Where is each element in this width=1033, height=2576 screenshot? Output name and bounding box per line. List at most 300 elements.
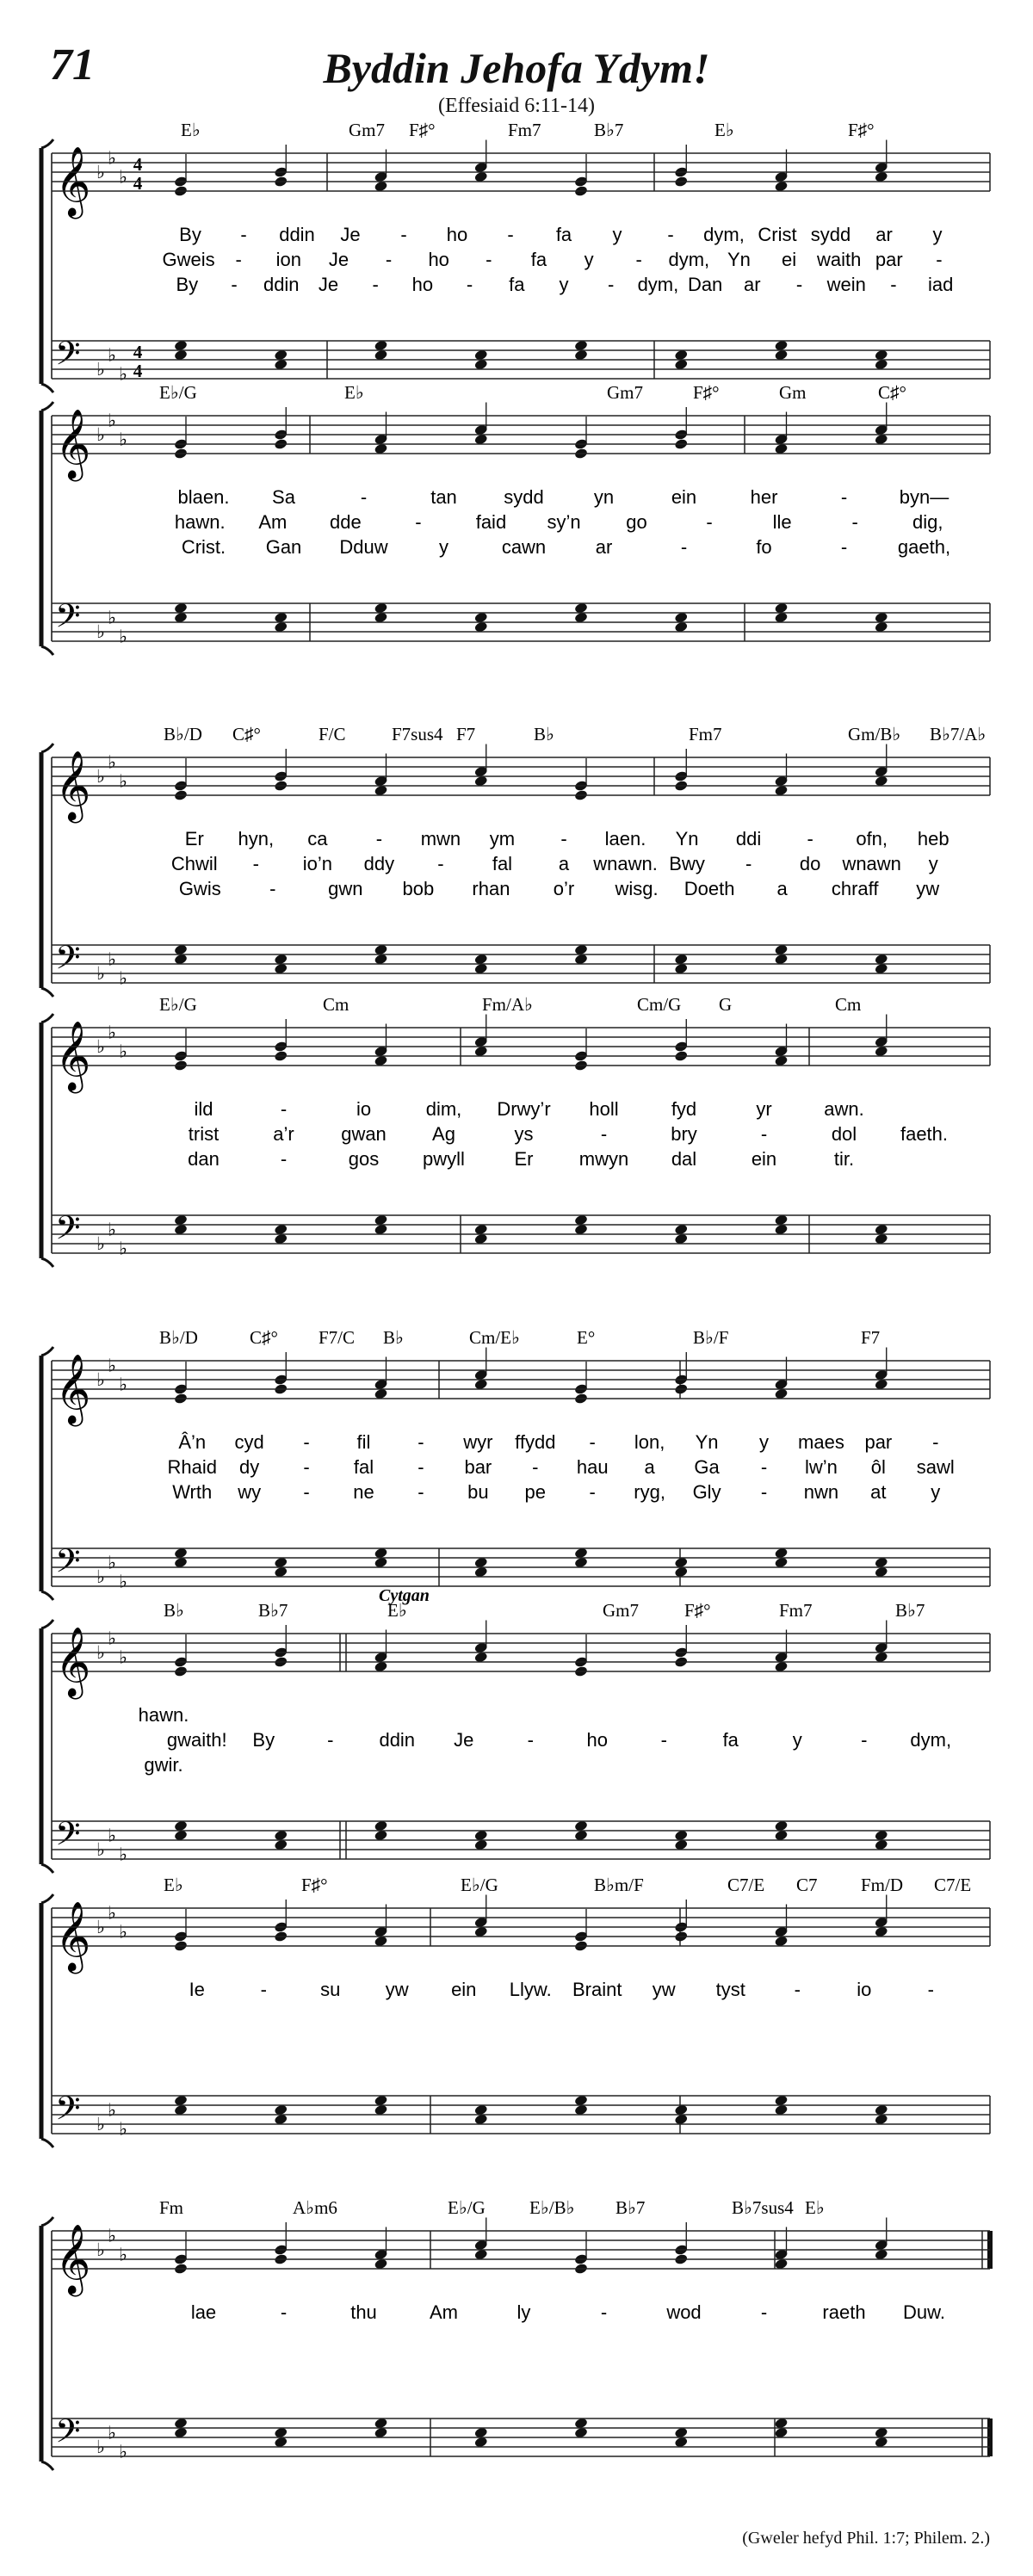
lyric-syllable: Er bbox=[514, 1148, 534, 1170]
hyphen: - bbox=[280, 1098, 288, 1120]
lyric-syllable: y bbox=[792, 1729, 802, 1751]
key-flat: ♭ bbox=[108, 607, 116, 628]
hyphen: - bbox=[437, 853, 444, 874]
lyric-syllable: ho bbox=[428, 249, 449, 270]
lyric-syllable: fyd bbox=[671, 1098, 697, 1120]
hyphen: - bbox=[667, 224, 674, 245]
lyric-syllable: ein bbox=[451, 1979, 477, 2000]
chord-symbol: E♭ bbox=[805, 2197, 825, 2218]
chord-symbol: B♭m/F bbox=[594, 1875, 644, 1895]
key-flat: ♭ bbox=[119, 363, 127, 385]
key-flat: ♭ bbox=[119, 1238, 127, 1259]
chord-symbol: Gm bbox=[779, 382, 807, 403]
key-flat: ♭ bbox=[108, 147, 116, 169]
lyric-syllable: dym, bbox=[668, 249, 710, 270]
chord-symbol: Cm/E♭ bbox=[469, 1327, 520, 1348]
key-flat: ♭ bbox=[108, 1552, 116, 1573]
lyric-syllable: sawl bbox=[916, 1456, 955, 1478]
lyric-syllable: lw’n bbox=[804, 1456, 838, 1478]
lyric-syllable: dig, bbox=[912, 511, 943, 533]
key-flat: ♭ bbox=[108, 948, 116, 970]
chord-symbol: F/C bbox=[319, 724, 346, 744]
key-flat: ♭ bbox=[96, 1369, 105, 1390]
lyric-syllable: sy’n bbox=[547, 511, 581, 533]
lyric-syllable: Gan bbox=[265, 536, 302, 558]
bass-staff bbox=[52, 1548, 990, 1586]
system-2 bbox=[41, 382, 990, 655]
lyric-syllable: By bbox=[252, 1729, 275, 1751]
hyphen: - bbox=[760, 1481, 768, 1503]
lyric-syllable: su bbox=[320, 1979, 341, 2000]
treble-clef-icon: 𝄞 bbox=[55, 145, 91, 216]
bass-clef-icon: 𝄢 bbox=[55, 596, 81, 643]
hyphen: - bbox=[418, 1456, 424, 1478]
bass-staff bbox=[52, 2418, 990, 2456]
lyric-syllable: y bbox=[559, 274, 569, 295]
key-flat: ♭ bbox=[96, 162, 105, 182]
chord-symbol: Cm bbox=[835, 994, 862, 1015]
chord-symbol: A♭m6 bbox=[293, 2197, 337, 2218]
lyric-syllable: ild bbox=[194, 1098, 213, 1120]
lyric-syllable: iad bbox=[927, 274, 954, 295]
lyric-syllable: wnawn. bbox=[593, 853, 658, 874]
key-flat: ♭ bbox=[119, 1374, 127, 1395]
chord-symbol: Fm7 bbox=[779, 1600, 813, 1621]
lyric-syllable: Am bbox=[258, 511, 288, 533]
chord-symbol: C♯° bbox=[250, 1327, 278, 1348]
hyphen: - bbox=[269, 878, 276, 899]
chord-symbol: B♭ bbox=[164, 1600, 184, 1621]
time-signature-denominator: 4 bbox=[133, 173, 143, 194]
lyric-syllable: wod bbox=[666, 2301, 702, 2323]
lyric-syllable: y bbox=[439, 536, 448, 558]
lyric-syllable: wein bbox=[826, 274, 866, 295]
lyric-syllable: fal bbox=[353, 1456, 374, 1478]
hyphen: - bbox=[527, 1729, 534, 1751]
hyphen: - bbox=[532, 1456, 539, 1478]
lyric-syllable: hawn. bbox=[174, 511, 226, 533]
key-flat: ♭ bbox=[96, 1839, 105, 1860]
lyric-syllable: wy bbox=[238, 1481, 262, 1503]
bass-staff bbox=[52, 945, 990, 983]
treble-clef-icon: 𝄞 bbox=[55, 1020, 91, 1090]
hyphen: - bbox=[608, 274, 615, 295]
hyphen: - bbox=[927, 1979, 934, 2000]
lyric-syllable: dym, bbox=[703, 224, 745, 245]
bass-clef-icon: 𝄢 bbox=[55, 2089, 81, 2135]
key-flat: ♭ bbox=[119, 2118, 127, 2140]
key-flat: ♭ bbox=[119, 1041, 127, 1062]
time-signature-numerator: 4 bbox=[133, 154, 143, 175]
chord-symbol: Fm bbox=[159, 2197, 184, 2218]
lyric-syllable: dym, bbox=[637, 274, 679, 295]
lyric-syllable: io bbox=[356, 1098, 372, 1120]
lyric-syllable: wisg. bbox=[615, 878, 659, 899]
bass-clef-icon: 𝄢 bbox=[55, 1208, 81, 1255]
lyric-syllable: par bbox=[864, 1431, 893, 1453]
lyric-syllable: Sa bbox=[272, 486, 295, 508]
key-flat: ♭ bbox=[119, 2244, 127, 2265]
hyphen: - bbox=[680, 536, 688, 558]
lyric-syllable: y bbox=[928, 853, 938, 874]
lyric-syllable: Bwy bbox=[669, 853, 705, 874]
hyphen: - bbox=[890, 274, 897, 295]
chord-symbol: C7/E bbox=[727, 1875, 765, 1895]
lyric-syllable: Braint bbox=[572, 1979, 622, 2000]
lyric-syllable: y bbox=[584, 249, 594, 270]
lyric-syllable: sydd bbox=[504, 486, 544, 508]
lyric-syllable: raeth bbox=[822, 2301, 866, 2323]
lyric-syllable: Doeth bbox=[684, 878, 735, 899]
chord-symbol: B♭/F bbox=[693, 1327, 729, 1348]
hyphen: - bbox=[260, 1979, 267, 2000]
lyric-syllable: tan bbox=[430, 486, 457, 508]
lyric-syllable: Gweis bbox=[162, 249, 215, 270]
lyric-syllable: ffydd bbox=[515, 1431, 556, 1453]
hyphen: - bbox=[861, 1729, 868, 1751]
treble-staff bbox=[52, 153, 990, 191]
lyric-syllable: By bbox=[179, 224, 201, 245]
lyric-syllable: lae bbox=[190, 2301, 217, 2323]
key-flat: ♭ bbox=[108, 1355, 116, 1376]
lyric-syllable: cawn bbox=[501, 536, 547, 558]
key-flat: ♭ bbox=[96, 424, 105, 445]
lyric-syllable: par bbox=[875, 249, 903, 270]
lyric-syllable: Chwil bbox=[170, 853, 218, 874]
treble-staff bbox=[52, 757, 990, 795]
lyric-syllable: ly bbox=[516, 2301, 531, 2323]
key-flat: ♭ bbox=[119, 967, 127, 989]
chord-symbol: F7 bbox=[861, 1327, 881, 1348]
chord-symbol: E♭/G bbox=[448, 2197, 486, 2218]
lyric-syllable: hyn, bbox=[238, 828, 275, 849]
key-flat: ♭ bbox=[108, 344, 116, 366]
key-flat: ♭ bbox=[96, 1566, 105, 1587]
hyphen: - bbox=[360, 486, 368, 508]
chord-symbol: F7/C bbox=[319, 1327, 356, 1348]
hyphen: - bbox=[375, 828, 383, 849]
lyric-syllable: gwn bbox=[328, 878, 363, 899]
bass-clef-icon: 𝄢 bbox=[55, 1814, 81, 1861]
treble-staff bbox=[52, 416, 990, 454]
bass-clef-icon: 𝄢 bbox=[55, 334, 81, 380]
treble-staff bbox=[52, 1028, 990, 1066]
key-flat: ♭ bbox=[108, 2099, 116, 2121]
lyric-syllable: ein bbox=[671, 486, 697, 508]
chord-symbol: G bbox=[719, 994, 733, 1015]
lyric-syllable: awn. bbox=[824, 1098, 864, 1120]
lyric-syllable: o’r bbox=[553, 878, 575, 899]
lyric-syllable: Ie bbox=[189, 1979, 205, 2000]
lyric-syllable: Rhaid bbox=[167, 1456, 217, 1478]
lyric-syllable: io bbox=[857, 1979, 872, 2000]
lyric-syllable: cyd bbox=[234, 1431, 264, 1453]
hyphen: - bbox=[235, 249, 242, 270]
hyphen: - bbox=[280, 1148, 288, 1170]
lyric-syllable: y bbox=[931, 1481, 941, 1503]
lyric-syllable: ddy bbox=[363, 853, 395, 874]
key-flat: ♭ bbox=[108, 2225, 116, 2246]
chord-symbol: B♭7 bbox=[258, 1600, 288, 1621]
time-signature-numerator: 4 bbox=[133, 342, 143, 362]
chord-symbol: Gm/B♭ bbox=[848, 724, 901, 744]
hyphen: - bbox=[745, 853, 752, 874]
system-3 bbox=[41, 724, 990, 997]
chord-symbol: Fm/A♭ bbox=[482, 994, 533, 1015]
key-flat: ♭ bbox=[96, 963, 105, 984]
lyric-syllable: dol bbox=[831, 1123, 857, 1145]
lyric-syllable: fa bbox=[509, 274, 525, 295]
lyric-syllable: y bbox=[932, 224, 943, 245]
lyric-syllable: gwaith! bbox=[166, 1729, 227, 1751]
chord-symbol: Fm7 bbox=[508, 120, 541, 140]
lyric-syllable: ca bbox=[307, 828, 328, 849]
lyric-syllable: go bbox=[626, 511, 647, 533]
key-flat: ♭ bbox=[119, 2441, 127, 2462]
lyric-syllable: yn bbox=[593, 486, 615, 508]
chord-symbol: E♭/B♭ bbox=[529, 2197, 575, 2218]
hyphen: - bbox=[589, 1431, 596, 1453]
hyphen: - bbox=[589, 1481, 596, 1503]
lyric-syllable: ho bbox=[446, 224, 468, 245]
chord-symbol: C♯° bbox=[878, 382, 906, 403]
lyric-syllable: blaen. bbox=[177, 486, 230, 508]
hyphen: - bbox=[760, 2301, 768, 2323]
lyric-syllable: ôl bbox=[870, 1456, 886, 1478]
lyric-syllable: ar bbox=[744, 274, 761, 295]
chord-symbol: B♭7 bbox=[615, 2197, 646, 2218]
hyphen: - bbox=[507, 224, 514, 245]
hyphen: - bbox=[840, 536, 848, 558]
lyric-syllable: Llyw. bbox=[509, 1979, 552, 2000]
lyric-syllable: sydd bbox=[810, 224, 851, 245]
treble-staff bbox=[52, 1361, 990, 1399]
hyphen: - bbox=[760, 1456, 768, 1478]
lyric-syllable: Dduw bbox=[339, 536, 388, 558]
chord-symbol: F7sus4 bbox=[392, 724, 443, 744]
chord-symbol: B♭/D bbox=[159, 1327, 198, 1348]
bass-staff bbox=[52, 2096, 990, 2134]
chord-symbol: E♭/G bbox=[159, 382, 197, 403]
system-7 bbox=[41, 1875, 990, 2147]
chord-symbol: Fm7 bbox=[689, 724, 722, 744]
lyric-syllable: y bbox=[759, 1431, 769, 1453]
lyric-syllable: Yn bbox=[727, 249, 751, 270]
lyric-syllable: Gwis bbox=[178, 878, 221, 899]
lyric-syllable: a bbox=[776, 878, 788, 899]
system-1 bbox=[41, 120, 990, 392]
lyric-syllable: ne bbox=[353, 1481, 374, 1503]
lyric-syllable: at bbox=[870, 1481, 887, 1503]
lyric-syllable: dan bbox=[188, 1148, 220, 1170]
lyric-syllable: ho bbox=[411, 274, 434, 295]
lyric-syllable: Yn bbox=[695, 1431, 719, 1453]
lyric-syllable: heb bbox=[917, 828, 949, 849]
chord-symbol: E♭/G bbox=[159, 994, 197, 1015]
lyric-syllable: tyst bbox=[715, 1979, 745, 2000]
lyric-syllable: Ag bbox=[432, 1123, 455, 1145]
treble-clef-icon: 𝄞 bbox=[55, 1353, 91, 1424]
lyric-syllable: Crist bbox=[758, 224, 797, 245]
chord-symbol: B♭ bbox=[383, 1327, 404, 1348]
lyric-syllable: a’r bbox=[273, 1123, 294, 1145]
key-flat: ♭ bbox=[96, 1917, 105, 1937]
treble-clef-icon: 𝄞 bbox=[55, 408, 91, 479]
lyric-syllable: Je bbox=[454, 1729, 474, 1751]
hyphen: - bbox=[466, 274, 473, 295]
footnote: (Gweler hefyd Phil. 1:7; Philem. 2.) bbox=[742, 2529, 990, 2548]
chord-symbol: Cm/G bbox=[637, 994, 682, 1015]
hyphen: - bbox=[418, 1481, 424, 1503]
key-flat: ♭ bbox=[108, 1825, 116, 1846]
system-4 bbox=[41, 994, 990, 1267]
chord-symbol: F♯° bbox=[684, 1600, 711, 1621]
lyric-syllable: mwn bbox=[420, 828, 461, 849]
lyric-syllable: holl bbox=[589, 1098, 619, 1120]
lyric-syllable: tir. bbox=[833, 1148, 855, 1170]
lyric-syllable: Er bbox=[184, 828, 204, 849]
hymn-title: Byddin Jehofa Ydym! bbox=[323, 44, 710, 92]
chorus-label: Cytgan bbox=[379, 1586, 430, 1605]
lyric-syllable: io’n bbox=[302, 853, 332, 874]
hyphen: - bbox=[400, 224, 407, 245]
hyphen: - bbox=[560, 828, 567, 849]
chord-symbol: E♭ bbox=[344, 382, 364, 403]
lyric-syllable: hau bbox=[576, 1456, 609, 1478]
lyric-syllable: wyr bbox=[463, 1431, 493, 1453]
chord-symbol: E♭ bbox=[387, 1600, 407, 1621]
lyric-syllable: wnawn bbox=[842, 853, 901, 874]
hyphen: - bbox=[600, 2301, 608, 2323]
chord-symbol: E♭ bbox=[714, 120, 734, 140]
lyric-syllable: lon, bbox=[634, 1431, 665, 1453]
treble-staff bbox=[52, 1908, 990, 1946]
lyric-syllable: Gly bbox=[692, 1481, 721, 1503]
bass-staff bbox=[52, 603, 990, 641]
chord-symbol: F♯° bbox=[693, 382, 720, 403]
hyphen: - bbox=[760, 1123, 768, 1145]
treble-staff bbox=[52, 1634, 990, 1671]
chord-symbol: B♭7/A♭ bbox=[930, 724, 987, 744]
lyric-syllable: fa bbox=[530, 249, 547, 270]
lyric-syllable: pwyll bbox=[423, 1148, 465, 1170]
hyphen: - bbox=[936, 249, 943, 270]
lyric-syllable: a bbox=[644, 1456, 655, 1478]
chord-symbol: C7 bbox=[796, 1875, 818, 1895]
lyric-syllable: dim, bbox=[425, 1098, 462, 1120]
lyric-syllable: chraff bbox=[831, 878, 879, 899]
key-flat: ♭ bbox=[96, 359, 105, 380]
hyphen: - bbox=[840, 486, 848, 508]
treble-clef-icon: 𝄞 bbox=[55, 1626, 91, 1696]
lyric-syllable: Drwy’r bbox=[497, 1098, 551, 1120]
lyric-syllable: gwir. bbox=[144, 1754, 183, 1776]
hyphen: - bbox=[932, 1431, 939, 1453]
lyric-syllable: dy bbox=[239, 1456, 260, 1478]
lyric-syllable: dde bbox=[330, 511, 362, 533]
lyric-syllable: Wrth bbox=[172, 1481, 213, 1503]
hyphen: - bbox=[303, 1456, 310, 1478]
key-flat: ♭ bbox=[119, 770, 127, 792]
key-flat: ♭ bbox=[108, 2422, 116, 2443]
key-flat: ♭ bbox=[96, 2114, 105, 2134]
chord-symbol: E° bbox=[577, 1327, 596, 1348]
system-5 bbox=[41, 1327, 990, 1600]
lyric-syllable: mwyn bbox=[578, 1148, 629, 1170]
hyphen: - bbox=[231, 274, 238, 295]
lyric-syllable: Â’n bbox=[178, 1431, 207, 1453]
system-8 bbox=[41, 2197, 990, 2470]
hyphen: - bbox=[660, 1729, 667, 1751]
lyric-syllable: Je bbox=[328, 249, 349, 270]
lyric-syllable: laen. bbox=[604, 828, 646, 849]
chord-symbol: C7/E bbox=[934, 1875, 972, 1895]
lyric-syllable: yw bbox=[916, 878, 940, 899]
key-flat: ♭ bbox=[119, 1844, 127, 1865]
lyric-syllable: maes bbox=[798, 1431, 844, 1453]
lyric-syllable: lle bbox=[772, 511, 792, 533]
lyric-syllable: bu bbox=[467, 1481, 489, 1503]
chord-symbol: B♭ bbox=[534, 724, 554, 744]
chord-symbol: Gm7 bbox=[603, 1600, 639, 1621]
lyric-syllable: nwn bbox=[803, 1481, 839, 1503]
key-flat: ♭ bbox=[108, 1219, 116, 1240]
lyric-syllable: Ga bbox=[694, 1456, 720, 1478]
lyric-syllable: her bbox=[750, 486, 778, 508]
lyric-syllable: yw bbox=[385, 1979, 409, 2000]
treble-clef-icon: 𝄞 bbox=[55, 2223, 91, 2294]
lyric-syllable: By bbox=[176, 274, 199, 295]
hyphen: - bbox=[303, 1431, 310, 1453]
key-flat: ♭ bbox=[96, 2437, 105, 2457]
key-flat: ♭ bbox=[96, 2239, 105, 2260]
chord-symbol: E♭ bbox=[181, 120, 201, 140]
lyric-syllable: ei bbox=[782, 249, 797, 270]
lyric-syllable: ho bbox=[586, 1729, 608, 1751]
lyric-syllable: waith bbox=[817, 249, 862, 270]
key-flat: ♭ bbox=[108, 1628, 116, 1649]
lyric-syllable: thu bbox=[350, 2301, 377, 2323]
lyric-syllable: rhan bbox=[472, 878, 510, 899]
key-flat: ♭ bbox=[96, 1642, 105, 1663]
lyric-syllable: Duw. bbox=[903, 2301, 945, 2323]
treble-staff bbox=[52, 2231, 990, 2269]
time-signature-denominator: 4 bbox=[133, 361, 143, 381]
hymn-number: 71 bbox=[50, 40, 95, 90]
bass-staff bbox=[52, 1215, 990, 1253]
bass-clef-icon: 𝄢 bbox=[55, 2412, 81, 2458]
lyric-syllable: dal bbox=[671, 1148, 697, 1170]
lyric-syllable: ddin bbox=[263, 274, 300, 295]
hyphen: - bbox=[240, 224, 247, 245]
lyric-syllable: fal bbox=[492, 853, 513, 874]
chord-symbol: B♭7 bbox=[895, 1600, 925, 1621]
lyric-syllable: byn— bbox=[899, 486, 949, 508]
lyric-syllable: ddin bbox=[379, 1729, 416, 1751]
lyric-syllable: gaeth, bbox=[897, 536, 951, 558]
key-flat: ♭ bbox=[119, 626, 127, 647]
chord-symbol: F♯° bbox=[848, 120, 875, 140]
chord-symbol: F♯° bbox=[301, 1875, 328, 1895]
chord-symbol: Gm7 bbox=[349, 120, 385, 140]
lyric-syllable: y bbox=[612, 224, 622, 245]
lyric-syllable: ein bbox=[751, 1148, 777, 1170]
lyric-syllable: hawn. bbox=[138, 1704, 189, 1726]
key-flat: ♭ bbox=[108, 1022, 116, 1043]
hyphen: - bbox=[385, 249, 393, 270]
hyphen: - bbox=[415, 511, 422, 533]
key-flat: ♭ bbox=[119, 1646, 127, 1668]
